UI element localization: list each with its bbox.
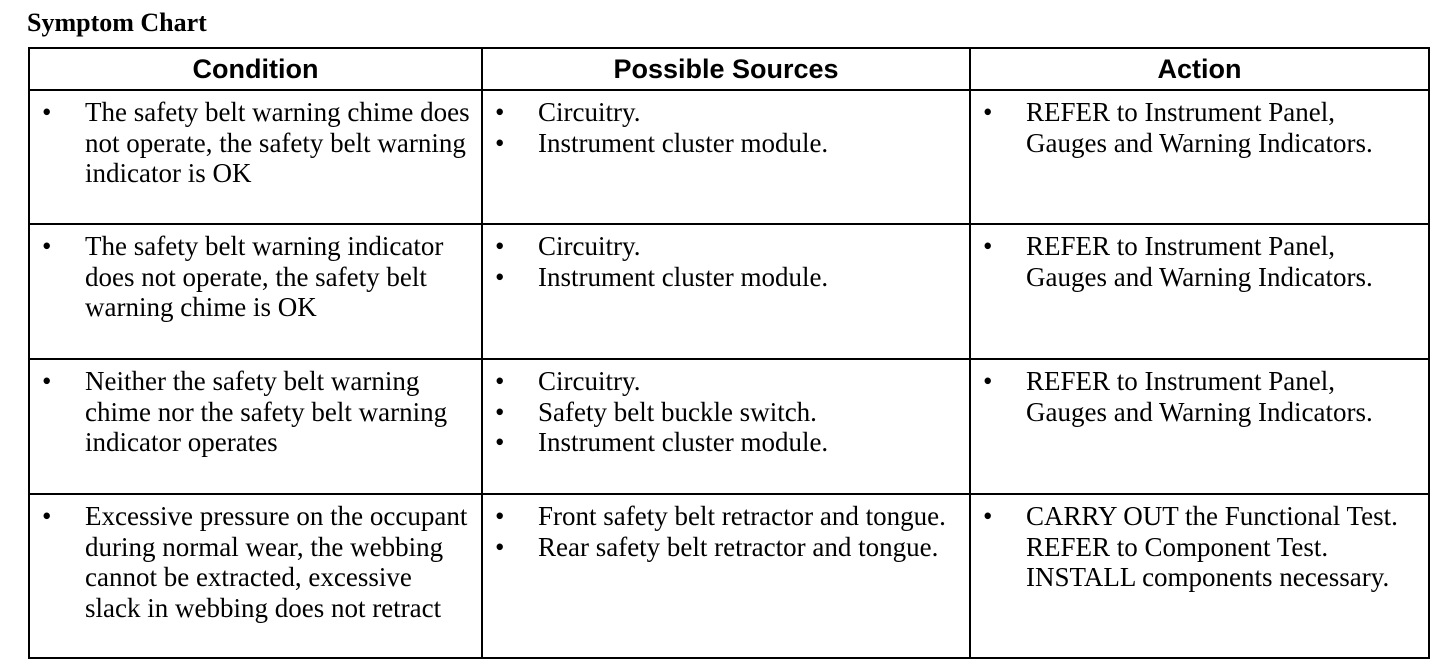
list-item: • The safety belt warning indicator does not operate, the safety belt warning chime is OK [42, 231, 473, 323]
list-item: • Circuitry. [495, 366, 961, 397]
action-list [983, 501, 1420, 593]
sources-list [495, 366, 961, 458]
symptom-chart-table [28, 47, 1430, 659]
condition-cell [29, 494, 482, 658]
column-header-condition: Condition [29, 48, 482, 90]
list-item: • Circuitry. [495, 97, 961, 128]
column-header-action: Action [970, 48, 1429, 90]
possible-sources-cell [482, 494, 970, 658]
table-row [29, 494, 1429, 658]
possible-sources-cell [482, 224, 970, 359]
list-item: • Rear safety belt retractor and tongue. [495, 532, 961, 563]
page-title: Symptom Chart [27, 8, 207, 37]
action-cell [970, 494, 1429, 658]
condition-list [42, 501, 473, 623]
table-row [29, 359, 1429, 494]
action-cell [970, 90, 1429, 224]
list-item: • Instrument cluster module. [495, 427, 961, 458]
list-item: • Instrument cluster module. [495, 128, 961, 159]
action-list [983, 231, 1420, 292]
action-cell [970, 359, 1429, 494]
possible-sources-cell [482, 90, 970, 224]
list-item: • REFER to Instrument Panel, Gauges and Warning Indicators. [983, 97, 1420, 158]
action-cell [970, 224, 1429, 359]
action-list [983, 366, 1420, 427]
list-item: • Safety belt buckle switch. [495, 397, 961, 428]
list-item: • The safety belt warning chime does not operate, the safety belt warning indicator is OK [42, 97, 473, 189]
condition-cell [29, 224, 482, 359]
sources-list [495, 97, 961, 158]
sources-list [495, 501, 961, 562]
condition-cell [29, 359, 482, 494]
possible-sources-cell [482, 359, 970, 494]
condition-list [42, 366, 473, 458]
list-item: • Instrument cluster module. [495, 262, 961, 293]
list-item: • REFER to Instrument Panel, Gauges and Warning Indicators. [983, 231, 1420, 292]
column-header-possible-sources: Possible Sources [482, 48, 970, 90]
list-item: • Excessive pressure on the occupant during normal wear, the webbing cannot be extracted, excessive slack in webbing does not retract [42, 501, 473, 623]
list-item: • Circuitry. [495, 231, 961, 262]
action-list [983, 97, 1420, 158]
list-item: • Front safety belt retractor and tongue. [495, 501, 961, 532]
list-item: • CARRY OUT the Functional Test. REFER to Component Test. INSTALL components necessary. [983, 501, 1420, 593]
table-row [29, 90, 1429, 224]
condition-list [42, 231, 473, 323]
table-row [29, 224, 1429, 359]
list-item: • Neither the safety belt warning chime nor the safety belt warning indicator operates [42, 366, 473, 458]
table-header-row [29, 48, 1429, 90]
list-item: • REFER to Instrument Panel, Gauges and Warning Indicators. [983, 366, 1420, 427]
condition-list [42, 97, 473, 189]
condition-cell [29, 90, 482, 224]
sources-list [495, 231, 961, 292]
